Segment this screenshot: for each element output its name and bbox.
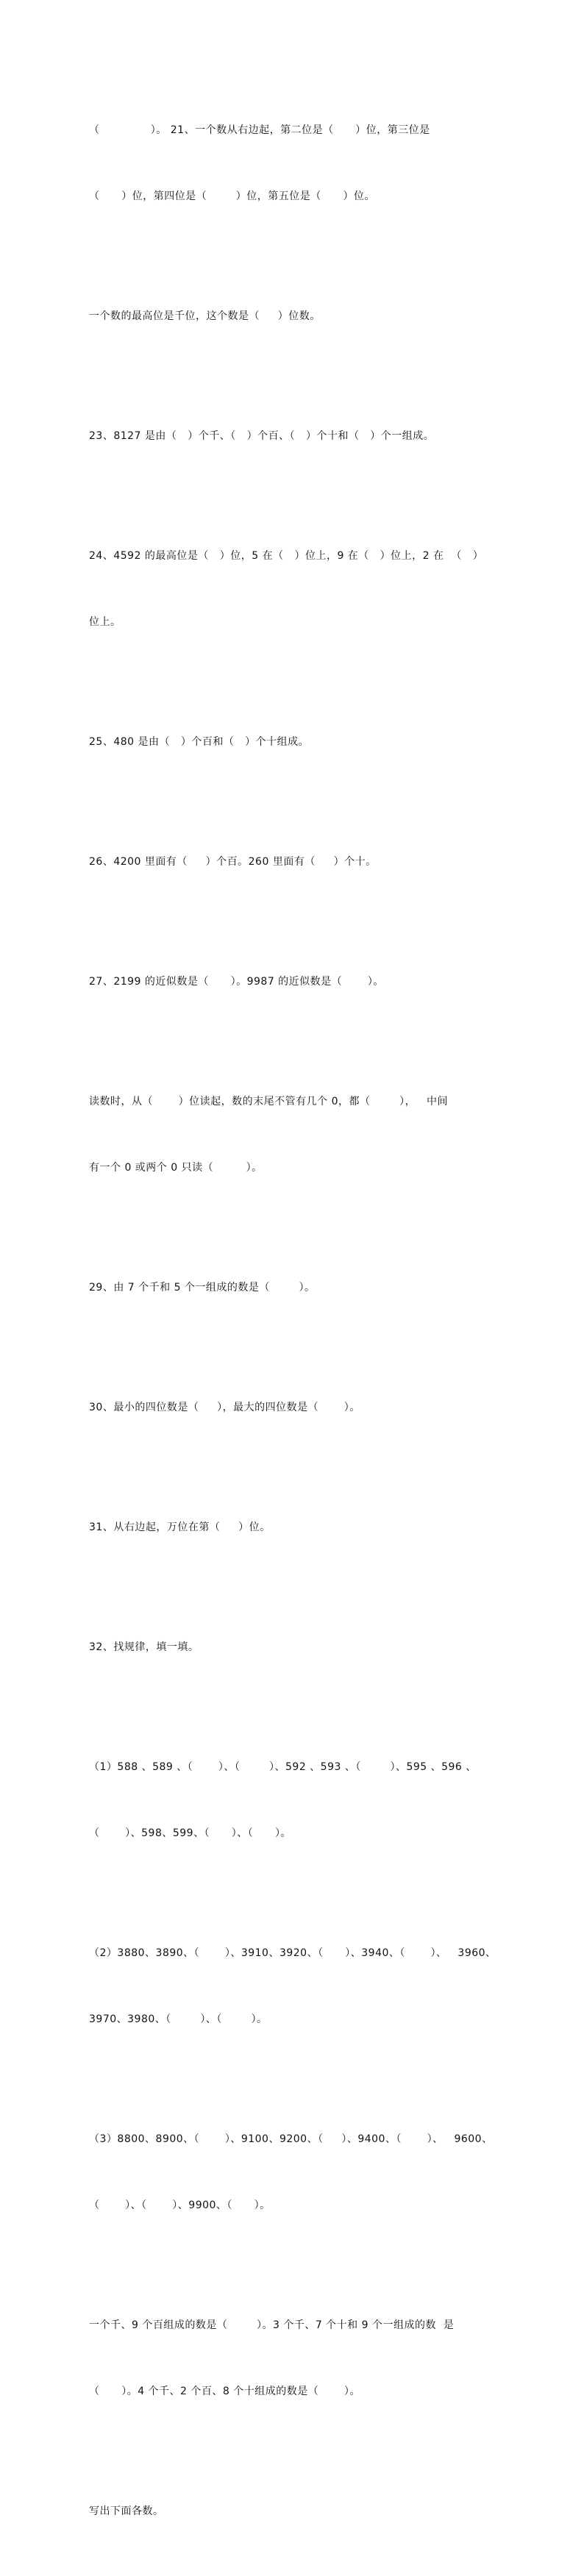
text-line: 30、最小的四位数是（ ），最大的四位数是（ ）。 xyxy=(89,1402,360,1413)
pattern-1 xyxy=(89,1712,501,1888)
text-line: 位上。 xyxy=(89,616,121,628)
text-line: （1）588 、589 、（ ）、（ ）、592 、593 、（ ）、595 、596 、 xyxy=(89,1761,477,1773)
text-line: （ ）位，第四位是（ ）位，第五位是（ ）位。 xyxy=(89,190,376,202)
question-write-numbers xyxy=(89,2456,501,2566)
text-line: 32、找规律，填一填。 xyxy=(89,1641,199,1653)
text-line: 一个千、9 个百组成的数是（ ）。3 个千、7 个十和 9 个一组成的数 是 xyxy=(89,2319,455,2331)
text-line: 29、由 7 个千和 5 个一组成的数是（ ）。 xyxy=(89,1282,316,1294)
text-line: （3）8800、8900、（ ）、9100、9200、（ ）、9400、（ ）、 9600、 xyxy=(89,2133,493,2145)
question-29 xyxy=(89,1232,501,1343)
text-line: 一个数的最高位是千位，这个数是（ ）位数。 xyxy=(89,310,321,322)
question-24 xyxy=(89,501,501,677)
question-32 xyxy=(89,1592,501,1702)
pattern-3 xyxy=(89,2084,501,2261)
text-line: 写出下面各数。 xyxy=(89,2505,164,2517)
question-21 xyxy=(89,75,501,251)
text-line: 24、4592 的最高位是（ ）位，5 在（ ）位上，9 在（ ）位上，2 在 （ ） xyxy=(89,550,484,562)
question-25 xyxy=(89,687,501,797)
text-line: 有一个 0 或两个 0 只读（ ）。 xyxy=(89,1162,263,1174)
question-27 xyxy=(89,927,501,1037)
question-28 xyxy=(89,1046,501,1223)
question-30 xyxy=(89,1352,501,1463)
text-line: 31、从右边起，万位在第（ ）位。 xyxy=(89,1521,271,1533)
text-line: 3970、3980、（ ）、（ ）。 xyxy=(89,2013,268,2025)
text-line: 26、4200 里面有（ ）个百。260 里面有（ ）个十。 xyxy=(89,856,377,868)
text-line: （ ）、（ ）、9900、（ ）。 xyxy=(89,2199,271,2211)
question-31 xyxy=(89,1472,501,1583)
text-line: 27、2199 的近似数是（ ）。9987 的近似数是（ ）。 xyxy=(89,976,384,988)
question-composition xyxy=(89,2270,501,2447)
question-26 xyxy=(89,807,501,917)
text-line: 23、8127 是由（ ）个千、（ ）个百、（ ）个十和（ ）个一组成。 xyxy=(89,430,435,442)
text-line: （ ）。4 个千、2 个百、8 个十组成的数是（ ）。 xyxy=(89,2386,360,2397)
text-line: 25、480 是由（ ）个百和（ ）个十组成。 xyxy=(89,736,310,748)
text-line: （ ）、598、599、（ ）、（ ）。 xyxy=(89,1827,291,1839)
text-line: （ ）。 21、一个数从右边起，第二位是（ ）位，第三位是 xyxy=(89,124,430,136)
worksheet-page xyxy=(89,75,501,2576)
pattern-2 xyxy=(89,1898,501,2074)
text-line: （2）3880、3890、（ ）、3910、3920、（ ）、3940、（ ）、 3960、 xyxy=(89,1947,496,1959)
question-22 xyxy=(89,261,501,371)
question-23 xyxy=(89,381,501,491)
text-line: 读数时，从（ ）位读起，数的末尾不管有几个 0，都（ ）， 中间 xyxy=(89,1096,448,1107)
